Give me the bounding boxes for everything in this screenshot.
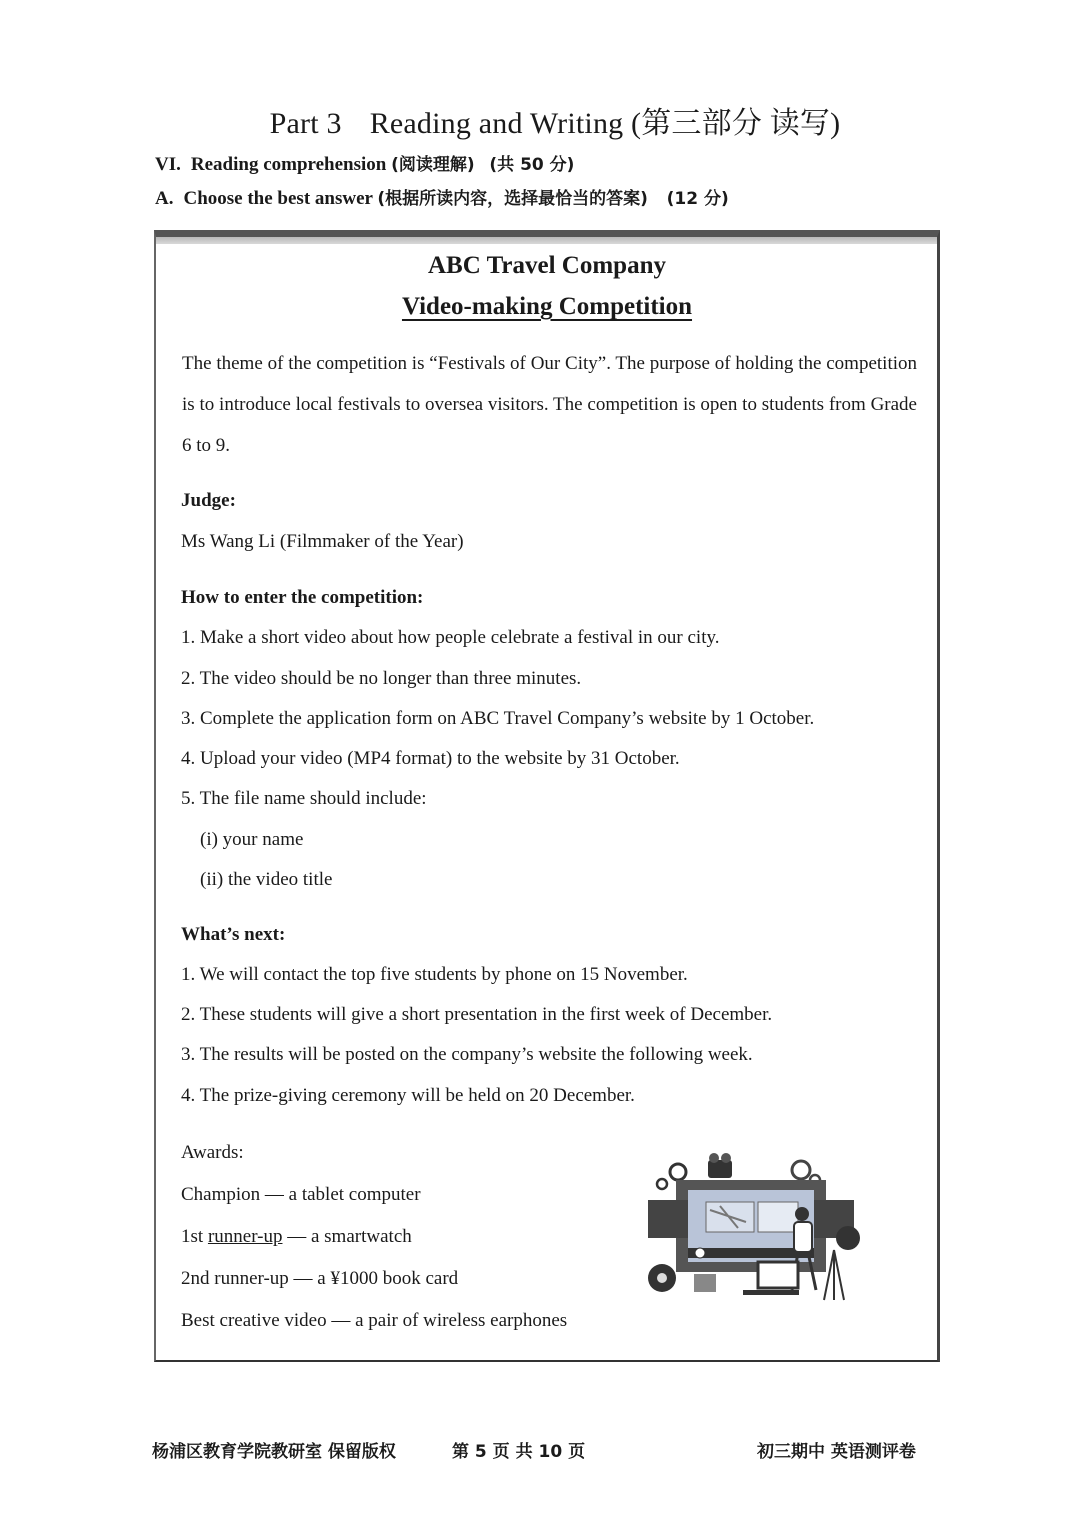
enter-step: 1. Make a short video about how people celebrate a festival in our city. xyxy=(181,627,720,648)
video-making-illustration xyxy=(648,1150,864,1305)
section-a-score: (12 分) xyxy=(666,189,729,209)
section-a-cn: (根据所读内容，选择最恰当的答案) xyxy=(377,189,648,209)
section-vi-score: (共 50 分) xyxy=(489,155,575,175)
award-best-creative: Best creative video — a pair of wireless earphones xyxy=(181,1310,568,1331)
enter-step: 3. Complete the application form on ABC Travel Company’s website by 1 October. xyxy=(181,708,815,729)
section-a-heading xyxy=(155,184,729,210)
next-step: 3. The results will be posted on the company’s website the following week. xyxy=(181,1044,753,1065)
next-step: 1. We will contact the top five students by phone on 15 November. xyxy=(181,964,688,985)
award-first-prefix: 1st xyxy=(181,1226,208,1247)
competition-title: Video-making Competition xyxy=(401,293,693,320)
award-second-runner-up: 2nd runner-up — a ¥1000 book card xyxy=(181,1268,459,1289)
award-champion: Champion — a tablet computer xyxy=(181,1184,421,1205)
award-first-runner-up xyxy=(181,1226,412,1248)
footer-exam-name: 初三期中 英语测评卷 xyxy=(757,1442,916,1462)
judge-heading: Judge: xyxy=(181,490,236,511)
enter-heading: How to enter the competition: xyxy=(181,587,424,608)
section-vi-cn: (阅读理解) xyxy=(391,155,475,175)
file-name-item: (i) your name xyxy=(200,829,304,850)
awards-heading: Awards: xyxy=(181,1142,244,1163)
intro-paragraph: The theme of the competition is “Festivals of Our City”. The purpose of holding the competition is to introduce local festivals to oversea visitors. The competition is open to students from Grade 6 to 9. xyxy=(182,353,917,456)
enter-step: 5. The file name should include: xyxy=(181,788,427,809)
next-heading: What’s next: xyxy=(181,924,286,945)
footer-copyright: 杨浦区教育学院教研室 保留版权 xyxy=(152,1442,396,1462)
footer-page-number: 第 5 页 共 10 页 xyxy=(452,1442,586,1462)
part-number: Part 3 xyxy=(269,107,342,140)
award-first-suffix: — a smartwatch xyxy=(282,1226,412,1247)
section-vi-text: Reading comprehension xyxy=(190,154,387,175)
section-a-label: A. xyxy=(155,188,174,209)
section-vi-label: VI. xyxy=(155,154,181,175)
judge-name: Ms Wang Li (Filmmaker of the Year) xyxy=(181,531,464,552)
company-name: ABC Travel Company xyxy=(428,252,666,279)
part-name: Reading and Writing (第三部分 读写) xyxy=(369,107,841,140)
enter-step: 4. Upload your video (MP4 format) to the website by 31 October. xyxy=(181,748,680,769)
enter-step: 2. The video should be no longer than three minutes. xyxy=(181,668,582,689)
next-step: 4. The prize-giving ceremony will be held on 20 December. xyxy=(181,1085,635,1106)
file-name-item: (ii) the video title xyxy=(200,869,333,890)
award-first-underlined: runner-up xyxy=(207,1226,283,1247)
part-title xyxy=(0,98,1080,142)
next-step: 2. These students will give a short presentation in the first week of December. xyxy=(181,1004,773,1025)
section-vi-heading xyxy=(155,150,574,176)
section-a-text: Choose the best answer xyxy=(183,188,373,209)
